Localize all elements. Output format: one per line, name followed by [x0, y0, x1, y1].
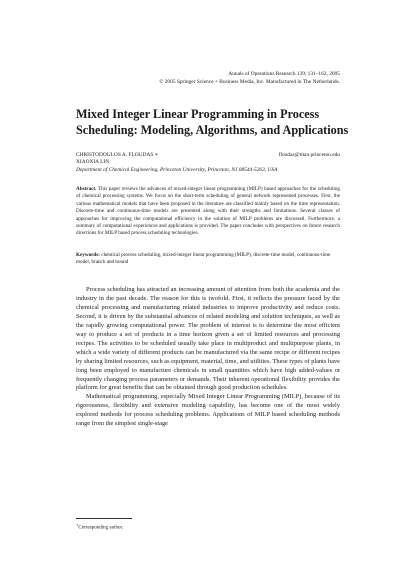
author-email[interactable]: floudas@titan.princeton.edu	[278, 152, 340, 158]
copyright-line: © 2005 Springer Science + Business Media, Inc. Manufactured in The Netherlands.	[159, 79, 340, 86]
abstract-label: Abstract.	[76, 186, 97, 192]
author-row-1	[76, 152, 340, 159]
keywords-section	[76, 252, 340, 267]
footnote-mark: ∗	[76, 523, 79, 527]
keywords-label: Keywords:	[76, 252, 100, 258]
author-name-2: XIAOXIA LIN	[76, 159, 110, 166]
footnote-text: Corresponding author.	[78, 525, 124, 531]
body-paragraph-1: Process scheduling has attracted an increasing amount of attention from both the academia and the industry in the past decade. The reason for this is twofold. First, it reflects the pressure faced by the chemical processing and manufacturing related industries to improve productivity and reduce costs. Second, it is driven by the substantial advances of related modeling and solution techniques, as well as the rapidly growing computational power. The problem of interest is to determine the most efficient way to produce a set of products in a time horizon given a set of limited resources and processing recipes. The activities to be scheduled usually take place in multiproduct and multipurpose plants, in which a wide variety of different products can be manufactured via the same recipe or different recipes by sharing limited resources, such as equipment, material, time, and utilities. These types of plants have long been employed to manufacture chemicals in small quantities which have high added-values or frequently changing process parameters or demands. Their inherent operational flexibility provides the platform for great benefits that can be obtained through good production schedules.	[76, 286, 340, 392]
keywords-text: chemical process scheduling, mixed-integer linear programming (MILP), discrete-time model, continuous-time model, branch and bound	[76, 252, 331, 266]
footnote	[76, 522, 123, 532]
abstract-text: This paper reviews the advances of mixed-integer linear programming (MILP) based approaches for the scheduling of chemical processing systems. We focus on the short-term scheduling of general network represented processes. First, the various mathematical models that have been proposed in the literature are classified mainly based on the time representation. Discrete-time and continuous-time models are presented along with their strengths and limitations. Several classes of approaches for improving the computational efficiency in the solution of MILP problems are discussed. Furthermore, a summary of computational experiences and applications is provided. The paper concludes with perspectives on future research directions for MILP based process scheduling technologies.	[76, 186, 340, 237]
title-line-1: Mixed Integer Linear Programming in Process	[76, 107, 320, 121]
author-block	[76, 152, 340, 174]
author-name-1: CHRISTODOULOS A. FLOUDAS ∗	[76, 152, 159, 158]
author-affiliation: Department of Chemical Engineering, Princeton University, Princeton, NJ 08544-5263, USA	[76, 166, 278, 173]
paper-page	[76, 0, 349, 567]
abstract-section	[76, 186, 340, 238]
paper-title	[76, 106, 349, 138]
journal-header	[159, 70, 340, 86]
journal-citation: Annals of Operations Research 139, 131–162, 2005	[228, 71, 340, 77]
body-paragraph-2: Mathematical programming, especially Mixed Integer Linear Programming (MILP), because of its rigorousness, flexibility and extensive modeling capability, has become one of the most widely explored methods for process scheduling problems. Applications of MILP based scheduling methods range from the simplest single-stage	[76, 393, 340, 428]
footnote-rule	[76, 518, 132, 519]
title-line-2: Scheduling: Modeling, Algorithms, and Applications	[76, 123, 349, 137]
body-text	[76, 286, 340, 429]
